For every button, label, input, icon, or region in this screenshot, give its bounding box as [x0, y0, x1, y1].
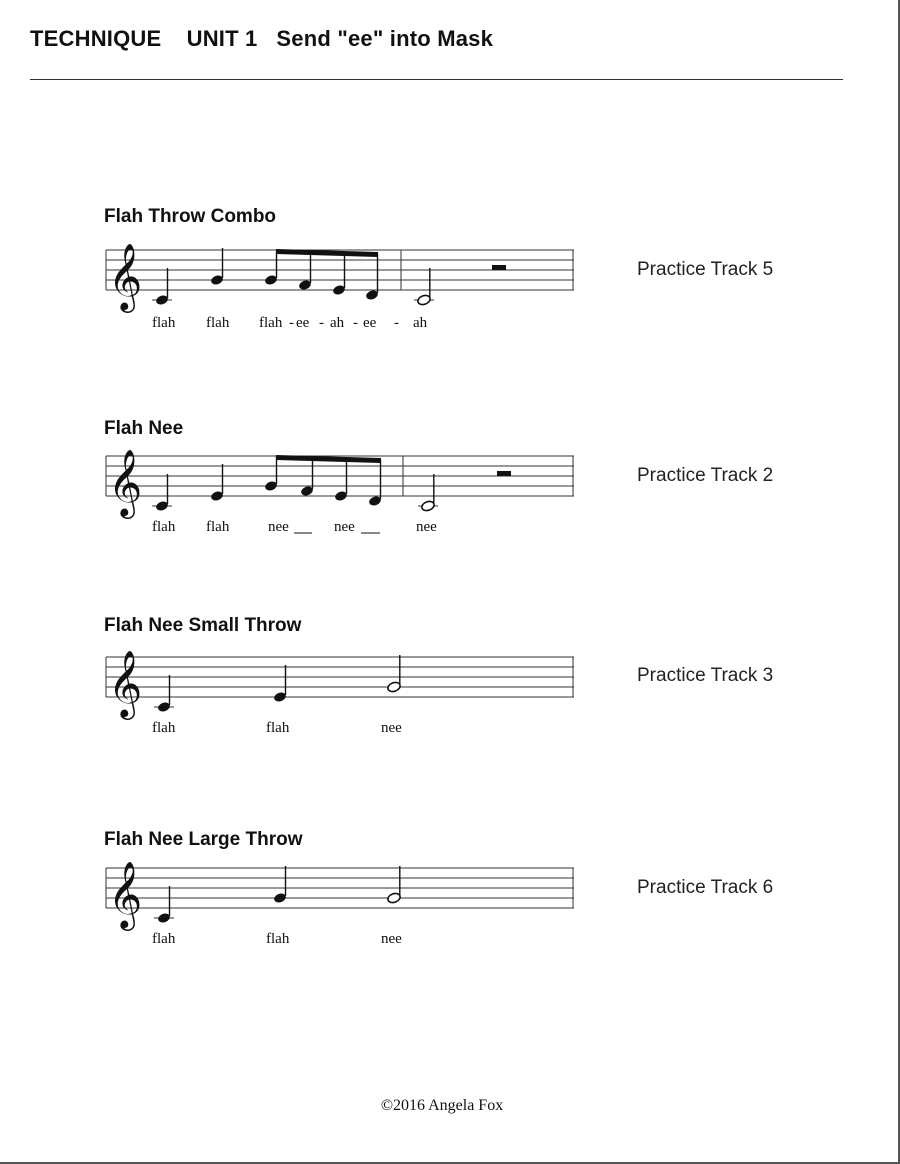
lyric: flah	[259, 315, 283, 331]
lyric: flah	[152, 931, 176, 947]
lyric: nee	[381, 720, 402, 736]
practice-track-label: Practice Track 5	[637, 259, 774, 280]
lyric: flah	[266, 931, 290, 947]
lyric-hyphen: -	[319, 315, 324, 331]
lyric-hyphen: -	[394, 315, 399, 331]
lyric: ah	[413, 315, 428, 331]
exercise-title-flah-nee-small-throw: Flah Nee Small Throw	[104, 615, 302, 636]
exercise-title-flah-throw-combo: Flah Throw Combo	[104, 206, 277, 227]
practice-track-label: Practice Track 6	[637, 877, 774, 898]
exercise-title-flah-nee: Flah Nee	[104, 418, 184, 439]
lyric: flah	[152, 720, 176, 736]
exercise-title-flah-nee-large-throw: Flah Nee Large Throw	[104, 829, 303, 850]
half-rest	[497, 471, 511, 476]
staff-flah-nee	[0, 438, 600, 548]
practice-track-label: Practice Track 2	[637, 465, 774, 486]
practice-track-label: Practice Track 3	[637, 665, 774, 686]
lyric-hyphen: -	[353, 315, 358, 331]
treble-clef-icon: 𝄞	[108, 649, 143, 717]
page-title: TECHNIQUE UNIT 1 Send "ee" into Mask	[30, 26, 494, 51]
treble-clef-icon: 𝄞	[108, 242, 143, 310]
treble-clef-icon: 𝄞	[108, 448, 143, 516]
lyric: ah	[330, 315, 345, 331]
lyric: flah	[206, 519, 230, 535]
header-divider	[30, 79, 843, 80]
lyric: nee	[268, 519, 289, 535]
lyric: flah	[152, 315, 176, 331]
staff-flah-nee-small-throw	[0, 638, 600, 748]
lyric: flah	[152, 519, 176, 535]
lyric: nee	[334, 519, 355, 535]
lyric: nee	[381, 931, 402, 947]
treble-clef-icon: 𝄞	[108, 860, 143, 928]
copyright-notice: ©2016 Angela Fox	[380, 1097, 504, 1114]
lyric: nee	[416, 519, 437, 535]
staff-flah-throw-combo	[0, 228, 600, 338]
lyric: flah	[266, 720, 290, 736]
staff-flah-nee-large-throw	[0, 850, 600, 960]
half-rest	[492, 265, 506, 270]
lyric: flah	[206, 315, 230, 331]
lyric: ee	[363, 315, 377, 331]
lyric: ee	[296, 315, 310, 331]
lyric-hyphen: -	[289, 315, 294, 331]
